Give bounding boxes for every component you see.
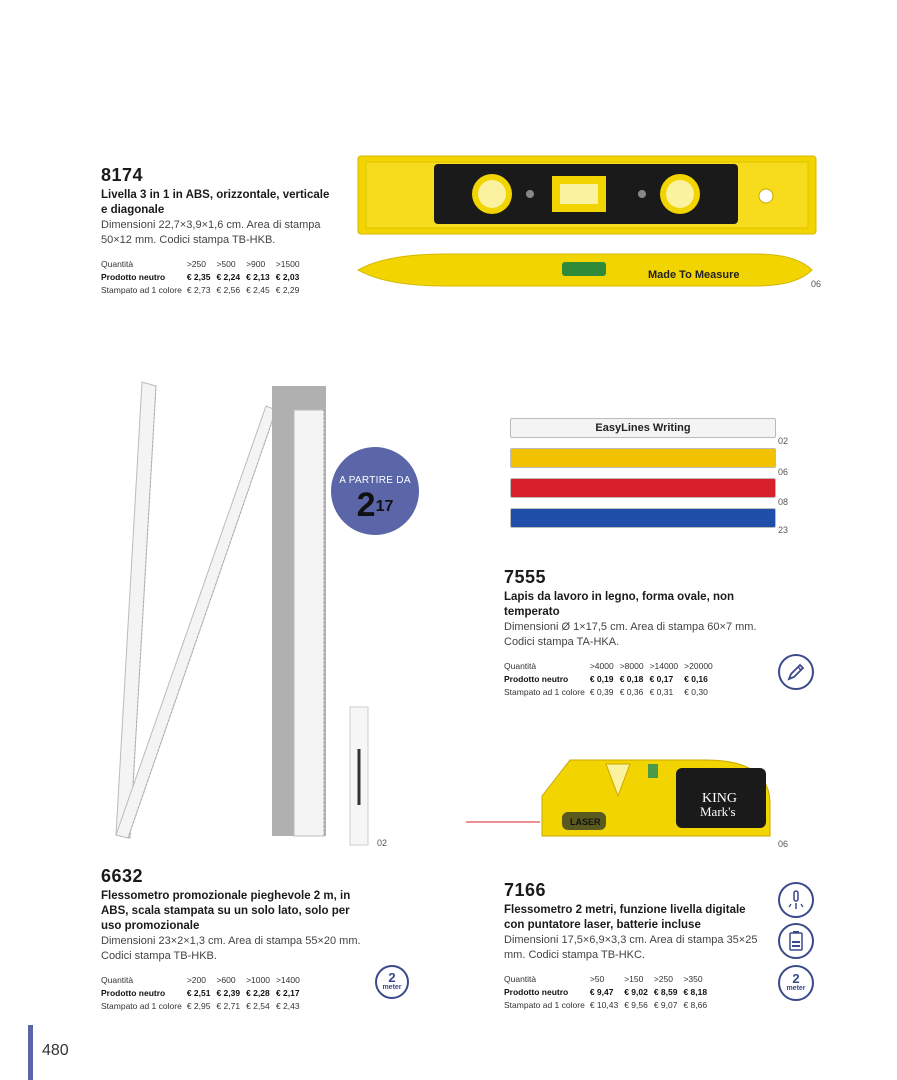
price-cell: € 8,66: [683, 999, 708, 1010]
qty-tier: >250: [186, 258, 206, 269]
product-title: Flessometro 2 metri, funzione livella digitale con puntatore laser, batterie incluse: [504, 904, 746, 931]
variant-code: 08: [778, 497, 789, 507]
price-cell: € 2,17: [275, 987, 300, 998]
price-cell: € 0,19: [589, 673, 614, 684]
price-cell: € 2,56: [216, 284, 241, 295]
price-cell: € 8,59: [653, 986, 678, 997]
product-description: Dimensioni 23×2×1,3 cm. Area di stampa 55×20 mm. Codici stampa TB-HKB.: [101, 935, 361, 962]
variant-code: 06: [778, 839, 789, 849]
variant-code: 02: [778, 436, 789, 446]
meter-icon-number: 2: [792, 971, 800, 986]
badge-price-int: 2: [356, 486, 376, 524]
variant-code: 06: [811, 279, 822, 289]
price-cell: € 2,35: [186, 271, 211, 282]
neutral-label: Prodotto neutro: [504, 986, 569, 997]
price-cell: € 10,43: [589, 999, 619, 1010]
price-cell: € 2,54: [246, 1000, 270, 1011]
price-cell: € 2,43: [275, 1000, 300, 1011]
price-cell: € 2,71: [216, 1000, 241, 1011]
qty-tier: >1500: [275, 258, 300, 269]
qty-tier: >500: [216, 258, 236, 269]
meter-icon-text: meter: [786, 985, 806, 992]
price-cell: € 2,73: [186, 284, 211, 295]
laser-level-image: [466, 756, 776, 848]
price-cell: € 0,39: [589, 686, 614, 697]
variant-code: 06: [778, 467, 789, 477]
qty-label: Quantità: [504, 973, 537, 984]
product-6632: [101, 866, 363, 1012]
price-cell: € 2,13: [246, 271, 270, 282]
laser-pointer-icon: [778, 882, 814, 918]
product-code: 6632: [101, 866, 144, 886]
qty-label: Quantità: [101, 258, 134, 269]
price-table: [101, 973, 306, 1012]
qty-tier: >14000: [649, 660, 679, 671]
neutral-label: Prodotto neutro: [504, 673, 569, 684]
price-badge: [331, 447, 419, 535]
qty-tier: >20000: [684, 660, 713, 671]
badge-price-dec: 17: [375, 498, 394, 515]
badge-price: [331, 488, 419, 522]
pencil-white: [510, 418, 776, 438]
price-cell: € 2,28: [246, 987, 270, 998]
price-cell: € 2,39: [216, 987, 241, 998]
qty-tier: >50: [589, 973, 605, 984]
price-cell: € 0,31: [649, 686, 674, 697]
qty-tier: >8000: [619, 660, 644, 671]
price-cell: € 2,95: [186, 1000, 211, 1011]
price-cell: € 2,24: [216, 271, 241, 282]
price-cell: € 0,18: [619, 673, 644, 684]
price-cell: € 9,02: [624, 986, 648, 997]
pencil-red: [510, 478, 776, 498]
printed-label: Stampato ad 1 colore: [101, 1000, 182, 1011]
price-cell: € 0,17: [649, 673, 674, 684]
variant-code: 23: [778, 525, 789, 535]
product-code: 7555: [504, 567, 547, 587]
meter-icon-number: 2: [388, 970, 396, 985]
battery-icon: [778, 923, 814, 959]
meter-icon: [375, 965, 409, 999]
price-cell: € 8,18: [683, 986, 708, 997]
qty-tier: >1000: [246, 974, 270, 985]
ruler-segment-image: [346, 705, 374, 847]
meter-icon-text: meter: [382, 984, 402, 991]
price-cell: € 0,16: [684, 673, 708, 684]
qty-tier: >200: [186, 974, 206, 985]
qty-tier: >1400: [275, 974, 300, 985]
neutral-label: Prodotto neutro: [101, 987, 166, 998]
qty-tier: >250: [653, 973, 673, 984]
price-cell: € 9,47: [589, 986, 614, 997]
product-title: Livella 3 in 1 in ABS, orizzontale, verticale e diagonale: [101, 189, 330, 216]
pencil-yellow: [510, 448, 776, 468]
qty-tier: >4000: [589, 660, 614, 671]
price-cell: € 0,36: [619, 686, 644, 697]
price-table: [504, 659, 719, 698]
qty-tier: >150: [624, 973, 644, 984]
print-logo-text: Made To Measure: [648, 269, 740, 281]
price-cell: € 9,56: [624, 999, 648, 1010]
price-cell: € 2,45: [246, 284, 270, 295]
price-cell: € 2,51: [186, 987, 211, 998]
pencil-print-text: EasyLines Writing: [595, 422, 691, 434]
price-table: [504, 972, 713, 1011]
variant-code: 02: [377, 838, 388, 848]
pencil-icon: [778, 654, 814, 690]
product-title: Flessometro promozionale pieghevole 2 m, in ABS, scala stampata su un solo lato, solo per uso promozionale: [101, 890, 351, 932]
printed-label: Stampato ad 1 colore: [504, 686, 585, 697]
product-description: Dimensioni 17,5×6,9×3,3 cm. Area di stampa 35×25 mm. Codici stampa TB-HKC.: [504, 934, 758, 961]
product-code: 8174: [101, 165, 144, 185]
price-table: [101, 257, 306, 296]
product-7166: [504, 880, 766, 1011]
laser-label: LASER: [570, 817, 601, 827]
badge-label: A PARTIRE DA: [339, 475, 411, 486]
product-8174: [101, 165, 336, 296]
qty-tier: >350: [683, 973, 703, 984]
logo-line2: Mark's: [700, 804, 736, 819]
qty-tier: >900: [246, 258, 266, 269]
product-title: Lapis da lavoro in legno, forma ovale, non temperato: [504, 591, 735, 618]
page-accent-bar: [28, 1025, 33, 1080]
price-cell: € 0,30: [684, 686, 708, 697]
logo-line1: KING: [702, 791, 737, 806]
product-description: Dimensioni Ø 1×17,5 cm. Area di stampa 60×7 mm. Codici stampa TA-HKA.: [504, 621, 757, 648]
qty-label: Quantità: [101, 974, 134, 985]
qty-label: Quantità: [504, 660, 537, 671]
page-number: 480: [42, 1042, 69, 1059]
product-code: 7166: [504, 880, 547, 900]
product-description: Dimensioni 22,7×3,9×1,6 cm. Area di stampa 50×12 mm. Codici stampa TB-HKB.: [101, 219, 321, 246]
price-cell: € 2,29: [275, 284, 300, 295]
price-cell: € 2,03: [275, 271, 300, 282]
printed-label: Stampato ad 1 colore: [504, 999, 585, 1010]
folding-ruler-image: [108, 380, 330, 842]
neutral-label: Prodotto neutro: [101, 271, 166, 282]
product-7555: [504, 567, 764, 698]
qty-tier: >600: [216, 974, 236, 985]
spirit-level-image: [356, 154, 818, 290]
printed-label: Stampato ad 1 colore: [101, 284, 182, 295]
pencils-image: [510, 418, 776, 528]
pencil-blue: [510, 508, 776, 528]
price-cell: € 9,07: [653, 999, 678, 1010]
meter-icon: [778, 965, 814, 1001]
